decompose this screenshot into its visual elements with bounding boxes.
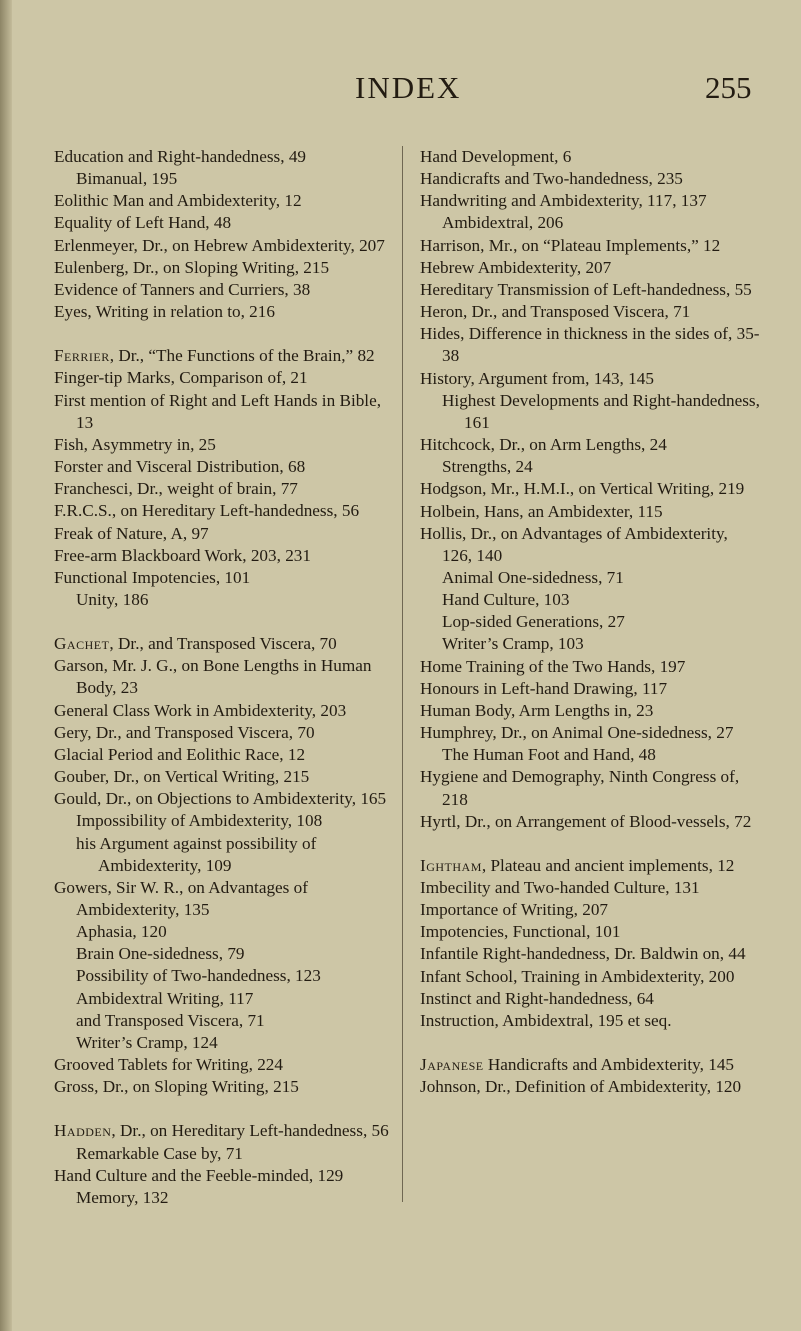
index-subentry: [54, 168, 389, 190]
index-entry: [54, 500, 389, 522]
index-entry-text: Importance of Writing, 207: [420, 900, 609, 920]
index-entry-text: Hollis, Dr., on Advantages of Ambidexterity, 126, 140: [420, 523, 728, 565]
index-entry-text: Impotencies, Functional, 101: [420, 922, 621, 942]
index-entry: [54, 390, 389, 434]
index-entry-text: Writer’s Cramp, 103: [442, 634, 584, 654]
index-entry-text: Hitchcock, Dr., on Arm Lengths, 24: [420, 435, 667, 455]
index-entry-text: Possibility of Two-handedness, 123: [76, 966, 321, 986]
index-entry-text: Harrison, Mr., on “Plateau Implements,” 12: [420, 235, 721, 255]
index-lead-word: Japanese: [420, 1055, 484, 1075]
index-entry-text: Heron, Dr., and Transposed Viscera, 71: [420, 302, 691, 322]
index-subentry: [420, 589, 760, 611]
index-entry-text: Strengths, 24: [442, 457, 533, 477]
index-entry-text: Hand Culture, 103: [442, 590, 570, 610]
index-entry-text: Eyes, Writing in relation to, 216: [54, 302, 275, 322]
index-entry: [420, 257, 760, 279]
index-entry-text: Hygiene and Demography, Ninth Congress of, 218: [420, 767, 740, 809]
index-entry: [420, 877, 760, 899]
index-subentry: [54, 988, 389, 1010]
index-entry-text: Aphasia, 120: [76, 922, 167, 942]
index-subentry: [54, 1032, 389, 1054]
index-entry: [54, 345, 389, 367]
index-entry: [420, 966, 760, 988]
index-subentry: [54, 943, 389, 965]
index-entry-text: Infant School, Training in Ambidexterity, 200: [420, 966, 735, 986]
index-entry-text: , Plateau and ancient implements, 12: [481, 855, 735, 875]
index-entry: [54, 478, 389, 500]
index-entry-text: Hyrtl, Dr., on Arrangement of Blood-vessels, 72: [420, 811, 752, 831]
index-entry-text: History, Argument from, 143, 145: [420, 368, 654, 388]
index-entry-text: Honours in Left-hand Drawing, 117: [420, 678, 668, 698]
page-edge-shadow: [0, 0, 12, 1331]
page-title: INDEX: [355, 70, 462, 105]
index-entry: [420, 434, 760, 456]
index-entry: [54, 788, 389, 810]
index-entry: [54, 146, 389, 168]
index-entry: [54, 633, 389, 655]
index-entry-text: Home Training of the Two Hands, 197: [420, 656, 686, 676]
index-entry-text: General Class Work in Ambidexterity, 203: [54, 700, 347, 720]
index-entry: [420, 988, 760, 1010]
index-entry-text: Handwriting and Ambidexterity, 117, 137: [420, 191, 707, 211]
index-entry: [420, 301, 760, 323]
index-entry-text: Gery, Dr., and Transposed Viscera, 70: [54, 722, 315, 742]
page-header: [0, 70, 801, 110]
index-column-left: [54, 146, 389, 1209]
index-entry: [54, 523, 389, 545]
index-entry-text: F.R.C.S., on Hereditary Left-handedness, 56: [54, 501, 360, 521]
index-entry-text: Hand Development, 6: [420, 147, 572, 166]
index-entry: [420, 146, 760, 168]
index-entry-text: Remarkable Case by, 71: [76, 1143, 243, 1163]
index-subentry: [420, 390, 760, 434]
index-entry-text: Lop-sided Generations, 27: [442, 612, 625, 632]
index-entry-text: Gouber, Dr., on Vertical Writing, 215: [54, 767, 310, 787]
index-entry: [54, 1076, 389, 1098]
index-entry-text: Animal One-sidedness, 71: [442, 567, 624, 587]
index-entry-text: Education and Right-handedness, 49: [54, 147, 307, 166]
index-entry-text: Functional Impotencies, 101: [54, 567, 251, 587]
index-entry: [420, 368, 760, 390]
index-subentry: [54, 1187, 389, 1209]
index-entry-text: , Dr., and Transposed Viscera, 70: [109, 634, 337, 654]
index-subentry: [54, 833, 389, 877]
index-entry: [420, 478, 760, 500]
index-entry-text: Instinct and Right-handedness, 64: [420, 988, 654, 1008]
index-entry-text: Highest Developments and Right-handedness, 161: [442, 390, 760, 432]
index-entry: [420, 656, 760, 678]
page-number: 255: [705, 70, 752, 105]
index-entry-text: Glacial Period and Eolithic Race, 12: [54, 744, 306, 764]
index-entry-text: Hand Culture and the Feeble-minded, 129: [54, 1165, 344, 1185]
index-entry-text: Writer’s Cramp, 124: [76, 1032, 218, 1052]
index-subentry: [54, 1010, 389, 1032]
index-entry: [420, 811, 760, 833]
index-entry: [54, 456, 389, 478]
index-subentry: [420, 633, 760, 655]
index-entry: [54, 700, 389, 722]
index-entry: [54, 301, 389, 323]
index-subentry: [420, 212, 760, 234]
index-entry: [54, 1054, 389, 1076]
index-entry-text: Ambidextral, 206: [442, 213, 564, 233]
index-entry-text: The Human Foot and Hand, 48: [442, 745, 656, 765]
index-subentry: [54, 810, 389, 832]
index-entry: [54, 744, 389, 766]
index-entry-text: his Argument against possibility of Ambidexterity, 109: [76, 833, 317, 875]
index-subentry: [54, 589, 389, 611]
index-entry-text: Humphrey, Dr., on Animal One-sidedness, 27: [420, 723, 734, 743]
index-lead-word: Ightham: [420, 855, 482, 875]
index-subentry: [420, 611, 760, 633]
index-entry: [54, 434, 389, 456]
index-entry-text: Ambidextral Writing, 117: [76, 988, 254, 1008]
index-subentry: [54, 921, 389, 943]
index-entry: [420, 501, 760, 523]
index-entry: [420, 899, 760, 921]
index-entry-text: Garson, Mr. J. G., on Bone Lengths in Human Body, 23: [54, 656, 372, 698]
index-entry-text: Handicrafts and Two-handedness, 235: [420, 169, 683, 189]
index-entry-text: Infantile Right-handedness, Dr. Baldwin on, 44: [420, 944, 746, 964]
index-entry: [54, 722, 389, 744]
index-column-right: [420, 146, 760, 1098]
index-subentry: [420, 567, 760, 589]
index-entry-text: Eulenberg, Dr., on Sloping Writing, 215: [54, 257, 330, 277]
index-entry-text: , Dr., on Hereditary Left-handedness, 56: [111, 1121, 389, 1141]
index-entry: [420, 678, 760, 700]
index-entry-text: Evidence of Tanners and Curriers, 38: [54, 279, 311, 299]
index-entry-text: , Dr., “The Functions of the Brain,” 82: [109, 346, 375, 366]
index-entry: [54, 545, 389, 567]
index-entry-text: Finger-tip Marks, Comparison of, 21: [54, 368, 308, 388]
index-lead-word: Gachet: [54, 634, 110, 654]
index-subentry: [54, 1143, 389, 1165]
index-entry-text: Instruction, Ambidextral, 195 et seq.: [420, 1010, 672, 1030]
index-entry-text: Human Body, Arm Lengths in, 23: [420, 700, 654, 720]
index-entry-text: Equality of Left Hand, 48: [54, 213, 232, 233]
index-entry: [54, 235, 389, 257]
index-entry: [420, 323, 760, 367]
index-subentry: [54, 965, 389, 987]
index-entry-text: Hides, Difference in thickness in the sides of, 35-38: [420, 324, 760, 366]
index-entry: [54, 367, 389, 389]
index-entry-text: Forster and Visceral Distribution, 68: [54, 457, 306, 477]
index-entry-text: Fish, Asymmetry in, 25: [54, 434, 216, 454]
index-entry-text: Freak of Nature, A, 97: [54, 523, 209, 543]
index-entry: [54, 766, 389, 788]
index-subentry: [420, 744, 760, 766]
index-entry: [420, 279, 760, 301]
index-entry: [420, 855, 760, 877]
index-entry: [420, 921, 760, 943]
index-entry-text: Gowers, Sir W. R., on Advantages of Ambidexterity, 135: [54, 877, 308, 919]
index-entry: [420, 523, 760, 567]
index-entry-text: Hodgson, Mr., H.M.I., on Vertical Writing, 219: [420, 479, 745, 499]
index-entry-text: Erlenmeyer, Dr., on Hebrew Ambidexterity, 207: [54, 235, 385, 255]
index-entry: [54, 655, 389, 699]
index-entry: [420, 1076, 760, 1098]
index-entry-text: Grooved Tablets for Writing, 224: [54, 1055, 283, 1075]
index-entry: [420, 766, 760, 810]
index-entry-text: Hebrew Ambidexterity, 207: [420, 257, 612, 277]
column-divider: [402, 146, 403, 1202]
index-entry-text: Brain One-sidedness, 79: [76, 944, 245, 964]
index-entry-text: and Transposed Viscera, 71: [76, 1010, 265, 1030]
index-entry: [420, 1010, 760, 1032]
index-entry: [420, 190, 760, 212]
index-entry: [54, 279, 389, 301]
index-entry: [54, 190, 389, 212]
index-entry-text: Gross, Dr., on Sloping Writing, 215: [54, 1077, 299, 1097]
index-entry-text: Free-arm Blackboard Work, 203, 231: [54, 545, 311, 565]
index-entry: [54, 1165, 389, 1187]
index-entry-text: Bimanual, 195: [76, 169, 178, 189]
index-entry: [54, 257, 389, 279]
index-entry-text: Handicrafts and Ambidexterity, 145: [483, 1055, 735, 1075]
index-entry-text: Unity, 186: [76, 589, 149, 609]
index-entry: [420, 235, 760, 257]
index-lead-word: Hadden: [54, 1121, 112, 1141]
index-entry: [420, 168, 760, 190]
index-entry-text: Hereditary Transmission of Left-handedness, 55: [420, 279, 752, 299]
index-subentry: [420, 456, 760, 478]
index-entry-text: First mention of Right and Left Hands in Bible, 13: [54, 390, 382, 432]
index-entry-text: Memory, 132: [76, 1187, 169, 1207]
index-entry: [54, 212, 389, 234]
index-entry-text: Franchesci, Dr., weight of brain, 77: [54, 479, 298, 499]
index-lead-word: Ferrier: [54, 346, 110, 366]
index-entry: [420, 700, 760, 722]
index-entry-text: Imbecility and Two-handed Culture, 131: [420, 878, 700, 897]
index-entry-text: Eolithic Man and Ambidexterity, 12: [54, 191, 302, 211]
index-entry-text: Johnson, Dr., Definition of Ambidexterity, 120: [420, 1077, 742, 1097]
index-entry-text: Holbein, Hans, an Ambidexter, 115: [420, 501, 663, 521]
index-entry-text: Impossibility of Ambidexterity, 108: [76, 811, 323, 831]
index-entry: [420, 1054, 760, 1076]
index-entry: [54, 567, 389, 589]
index-entry-text: Gould, Dr., on Objections to Ambidexterity, 165: [54, 789, 387, 809]
index-entry: [54, 1120, 389, 1142]
index-entry: [420, 722, 760, 744]
index-entry: [54, 877, 389, 921]
index-entry: [420, 943, 760, 965]
